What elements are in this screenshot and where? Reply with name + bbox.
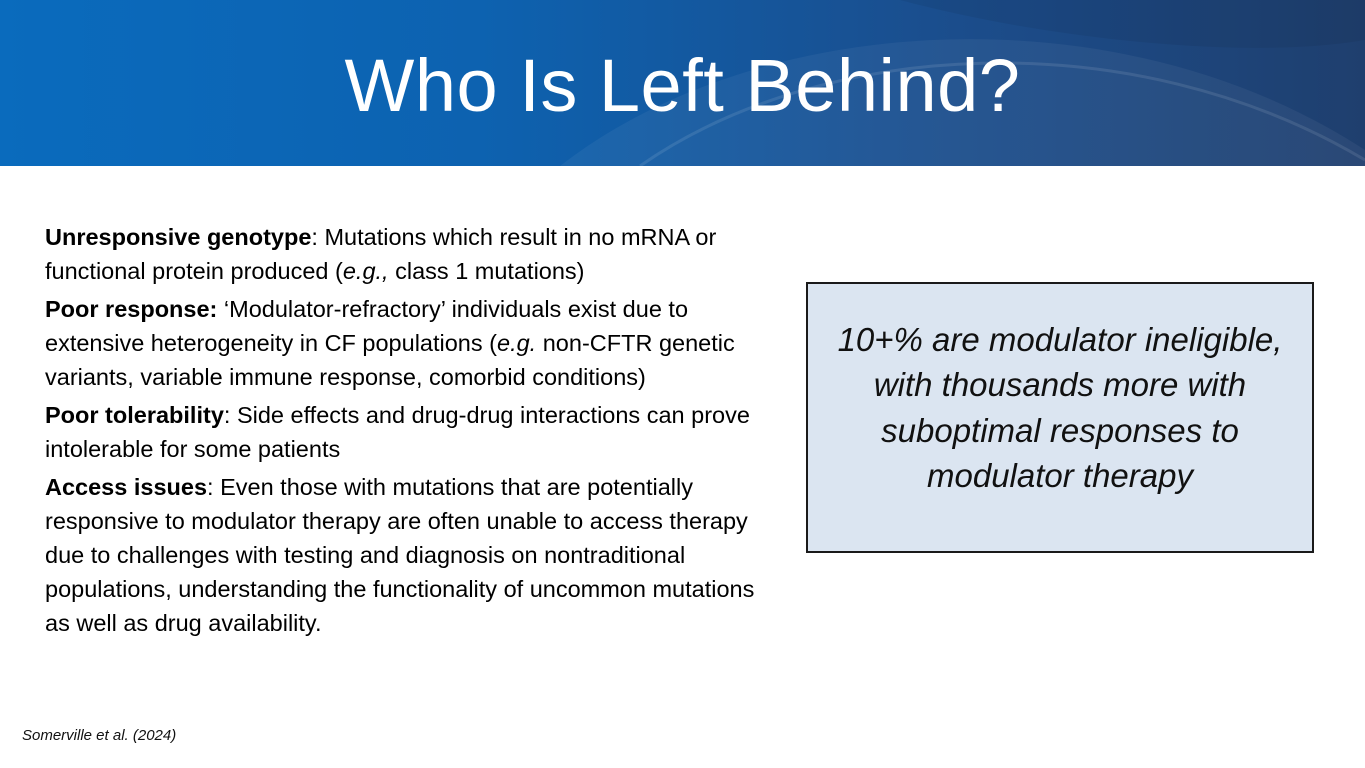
callout-box xyxy=(806,282,1314,553)
bullet-text: : Side effects and drug-drug interactions can prove intolerable for some patients xyxy=(45,402,750,462)
callout-text: 10+% are modulator ineligible, with thousands more with suboptimal responses to modulator therapy xyxy=(837,320,1283,494)
bullet-label: Unresponsive genotype xyxy=(45,224,312,250)
bullet-list xyxy=(45,220,780,644)
bullet-label: Poor response: xyxy=(45,296,218,322)
bullet-poor-response xyxy=(45,292,780,394)
bullet-access-issues xyxy=(45,470,780,640)
bullet-text: : Mutations which result in no mRNA or functional protein produced ( xyxy=(45,224,717,284)
bullet-emphasis: e.g. xyxy=(497,330,537,356)
bullet-label: Access issues xyxy=(45,474,208,500)
slide-title: Who Is Left Behind? xyxy=(344,44,1021,127)
title-banner xyxy=(0,0,1365,166)
bullet-label: Poor tolerability xyxy=(45,402,224,428)
bullet-unresponsive-genotype xyxy=(45,220,780,288)
citation: Somerville et al. (2024) xyxy=(22,727,177,744)
bullet-text: : Even those with mutations that are potentially responsive to modulator therapy are often unable to access therapy due to challenges with testing and diagnosis on nontraditional populations, understanding the functionality of uncommon mutations as well as drug availability. xyxy=(45,474,755,636)
bullet-text: ‘Modulator-refractory’ individuals exist due to extensive heterogeneity in CF populations ( xyxy=(45,296,689,356)
bullet-poor-tolerability xyxy=(45,398,780,466)
bullet-text: non-CFTR genetic variants, variable immune response, comorbid conditions) xyxy=(45,330,735,390)
bullet-emphasis: e.g., xyxy=(342,258,389,284)
bullet-text: class 1 mutations) xyxy=(388,258,585,284)
